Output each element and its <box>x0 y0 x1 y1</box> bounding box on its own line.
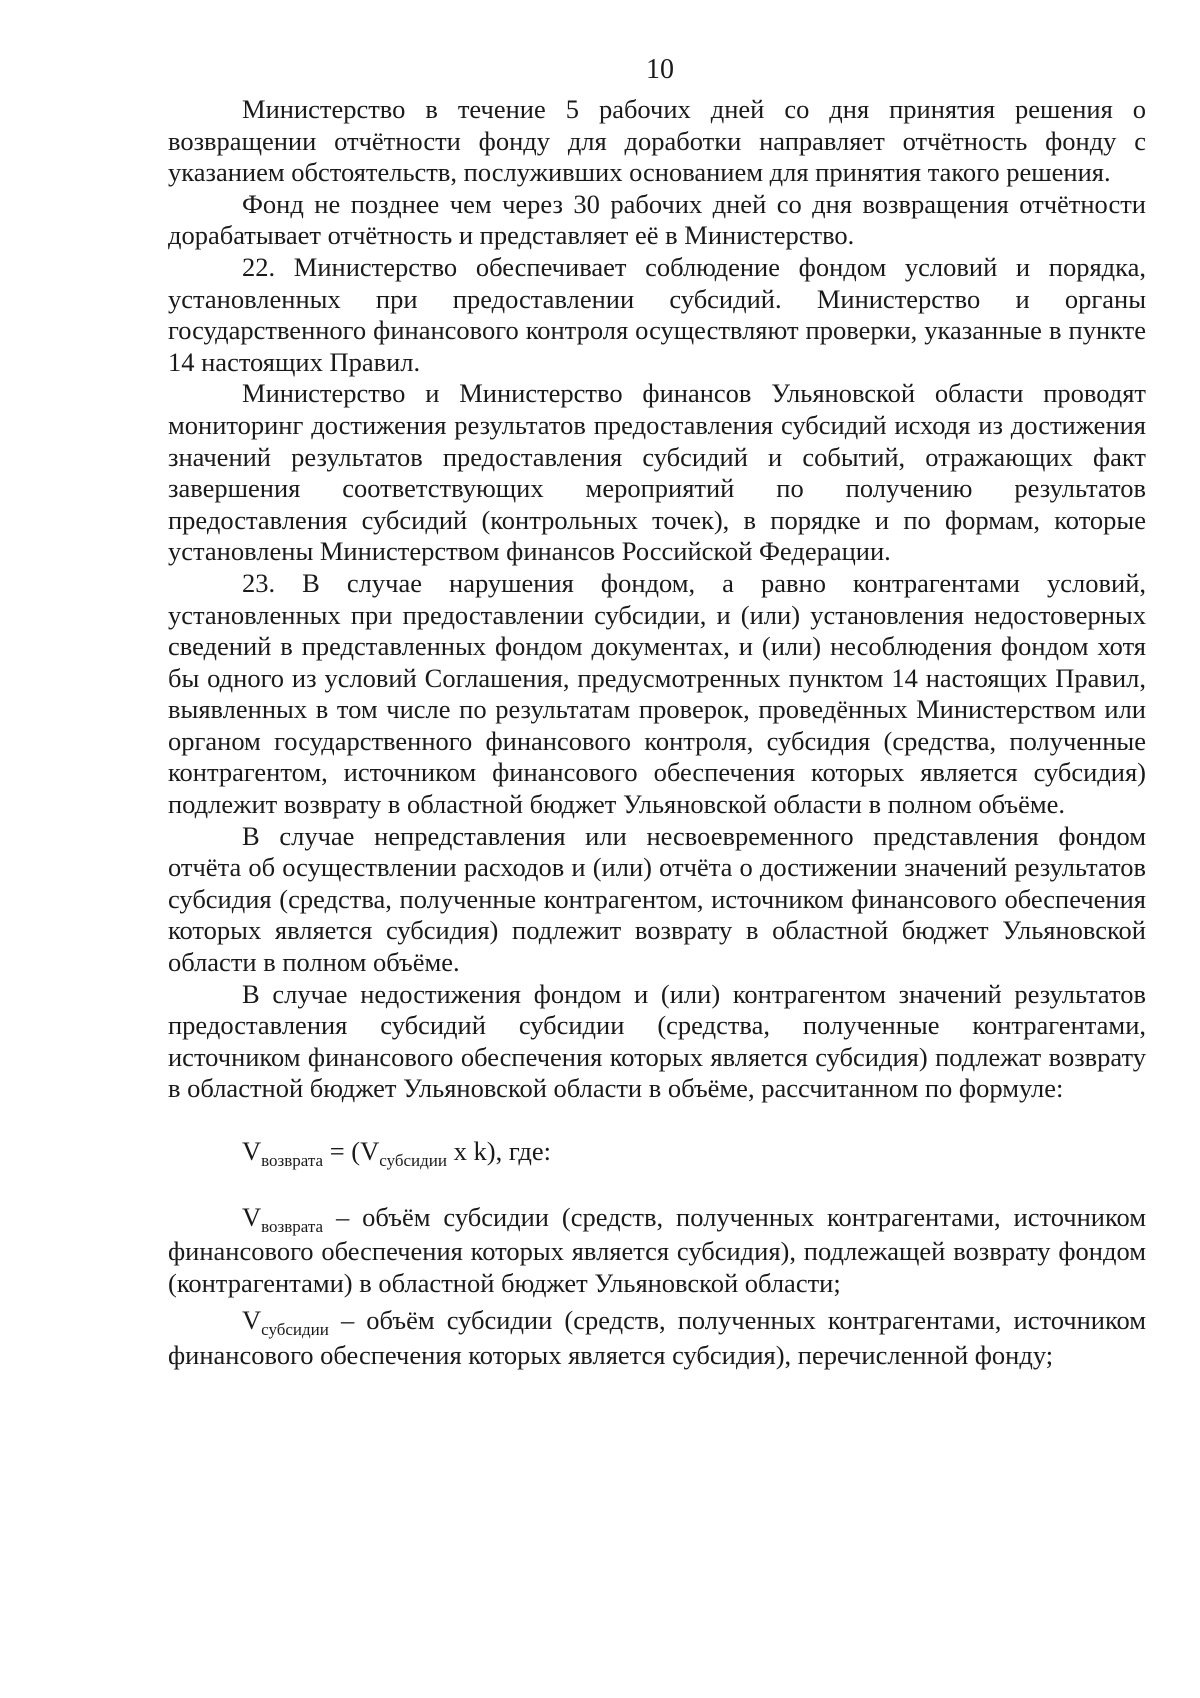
paragraph-item-23: 23. В случае нарушения фондом, а равно контрагентами условий, установленных при предоставлении субсидии, и (или) установления недостоверных сведений в представленных фондом документах, и (или) несоблюдения фондом хотя бы одного из условий Соглашения, предусмотренных пунктом 14 настоящих Правил, выявленных в том числе по результатам проверок, проведённых Министерством или органом государственного финансового контроля, субсидия (средства, полученные контрагентом, источником финансового обеспечения которых является субсидия) подлежит возврату в областной бюджет Ульяновской области в полном объёме. <box>168 567 1146 820</box>
paragraph: Министерство и Министерство финансов Ульяновской области проводят мониторинг достижения результатов предоставления субсидий исходя из достижения значений результатов предоставления субсидий и событий, отражающих факт завершения соответствующих мероприятий по получению результатов предоставления субсидий (контрольных точек), в порядке и по формам, которые установлены Министерством финансов Российской Федерации. <box>168 378 1146 567</box>
definition-text: – объём субсидии (средств, полученных контрагентами, источником финансового обеспечения которых является субсидия), подлежащей возврату фондом (контрагентами) в областной бюджет Ульяновской области; <box>168 1201 1146 1298</box>
paragraph: Фонд не позднее чем через 30 рабочих дней со дня возвращения отчётности дорабатывает отчётность и представляет её в Министерство. <box>168 188 1146 251</box>
definition-text: – объём субсидии (средств, полученных контрагентами, источником финансового обеспечения которых является субсидия), перечисленной фонду; <box>168 1305 1146 1370</box>
definition-v-subsidy <box>168 1305 1146 1371</box>
document-body <box>168 94 1146 1372</box>
formula-text: = (V <box>323 1136 380 1166</box>
formula-subscript: возврата <box>261 1151 324 1170</box>
definition-subscript: субсидии <box>261 1320 329 1340</box>
return-formula <box>242 1136 1146 1171</box>
definition-symbol: V <box>242 1201 262 1232</box>
paragraph: В случае непредставления или несвоевременного представления фондом отчёта об осуществлении расходов и (или) отчёта о достижении значений результатов субсидия (средства, полученные контрагентом, источником финансового обеспечения которых является субсидия) подлежит возврату в областной бюджет Ульяновской области в полном объёме. <box>168 820 1146 978</box>
paragraph: В случае недостижения фондом и (или) контрагентом значений результатов предоставления субсидий субсидии (средства, полученные контрагентами, источником финансового обеспечения которых является субсидия) подлежат возврату в областной бюджет Ульяновской области в объёме, рассчитанном по формуле: <box>168 978 1146 1104</box>
definition-v-return <box>168 1202 1146 1300</box>
definition-subscript: возврата <box>261 1216 324 1236</box>
definition-symbol: V <box>242 1305 262 1336</box>
formula-symbol: V <box>242 1136 262 1166</box>
paragraph: Министерство в течение 5 рабочих дней со дня принятия решения о возвращении отчётности фонду для доработки направляет отчётность фонду с указанием обстоятельств, послуживших основанием для принятия такого решения. <box>168 94 1146 188</box>
paragraph-item-22: 22. Министерство обеспечивает соблюдение фондом условий и порядка, установленных при предоставлении субсидий. Министерство и органы государственного финансового контроля осуществляют проверки, указанные в пункте 14 настоящих Правил. <box>168 251 1146 377</box>
formula-text: x k), где: <box>447 1136 551 1166</box>
page-number: 10 <box>646 54 674 85</box>
formula-subscript: субсидии <box>379 1151 447 1170</box>
